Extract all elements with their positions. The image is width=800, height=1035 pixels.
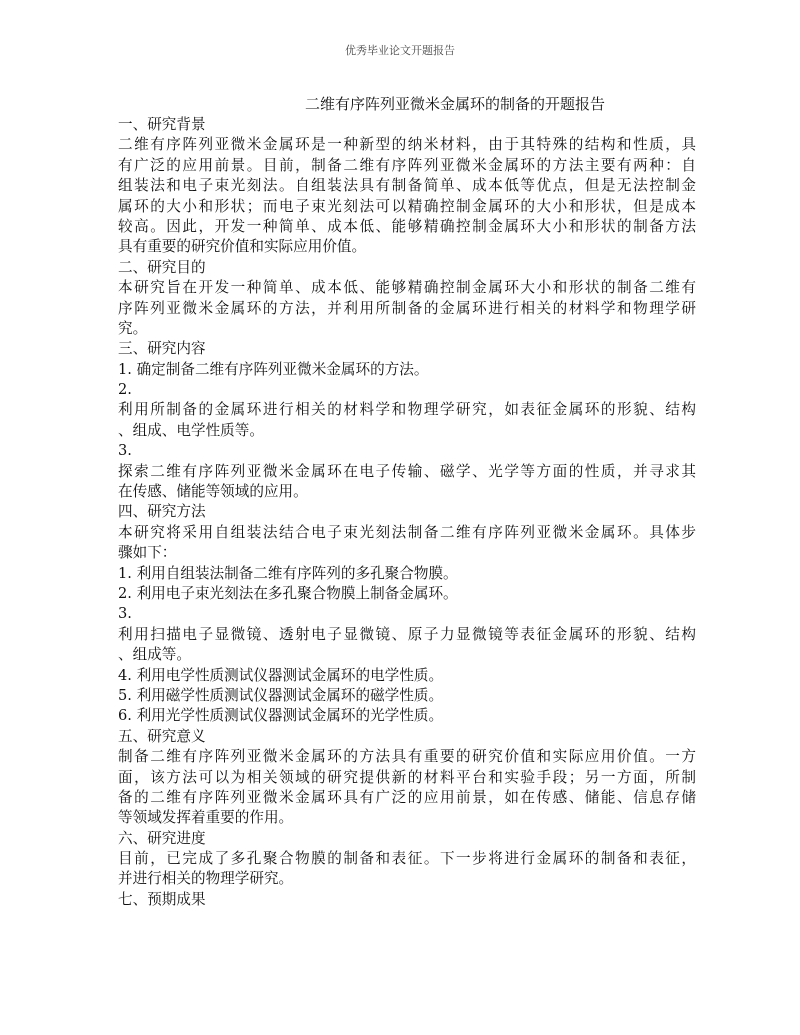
text-line: 本研究将采用自组装法结合电子束光刻法制备二维有序阵列亚微米金属环。具体步 <box>118 523 696 541</box>
text-line: 等领域发挥着重要的作用。 <box>118 809 294 827</box>
text-line: 七、预期成果 <box>118 890 206 908</box>
document-title: 二维有序阵列亚微米金属环的制备的开题报告 <box>305 95 606 113</box>
text-line: 目前，已完成了多孔聚合物膜的制备和表征。下一步将进行金属环的制备和表征， <box>118 850 696 868</box>
text-line: 二维有序阵列亚微米金属环是一种新型的纳米材料，由于其特殊的结构和性质，具 <box>118 136 696 154</box>
text-line: 利用所制备的金属环进行相关的材料学和物理学研究，如表征金属环的形貌、结构 <box>118 401 696 419</box>
text-line: 三、研究内容 <box>118 340 206 358</box>
text-line: 五、研究意义 <box>118 727 206 745</box>
text-line: 六、研究进度 <box>118 829 206 847</box>
text-line: 较高。因此，开发一种简单、成本低、能够精确控制金属环大小和形状的制备方法 <box>118 217 696 235</box>
text-line: 属环的大小和形状；而电子束光刻法可以精确控制金属环的大小和形状，但是成本 <box>118 197 696 215</box>
text-line: 究。 <box>118 319 148 337</box>
text-line: 一、研究背景 <box>118 116 206 133</box>
text-line: 组装法和电子束光刻法。自组装法具有制备简单、成本低等优点，但是无法控制金 <box>118 177 696 195</box>
text-line: 、组成等。 <box>118 646 191 664</box>
text-line: 6. 利用光学性质测试仪器测试金属环的光学性质。 <box>118 707 444 725</box>
text-line: 在传感、储能等领域的应用。 <box>118 483 308 501</box>
text-line: 本研究旨在开发一种简单、成本低、能够精确控制金属环大小和形状的制备二维有 <box>118 279 696 297</box>
text-line: 序阵列亚微米金属环的方法，并利用所制备的金属环进行相关的材料学和物理学研 <box>118 299 696 317</box>
text-line: 3. <box>118 442 132 460</box>
text-line: 2. 利用电子束光刻法在多孔聚合物膜上制备金属环。 <box>118 584 458 602</box>
text-line: 4. 利用电学性质测试仪器测试金属环的电学性质。 <box>118 666 444 684</box>
text-line: 、组成、电学性质等。 <box>118 421 264 439</box>
text-line: 2. <box>118 381 132 399</box>
text-line: 备的二维有序阵列亚微米金属环具有广泛的应用前景，如在传感、储能、信息存储 <box>118 788 696 806</box>
text-line: 1. 利用自组装法制备二维有序阵列的多孔聚合物膜。 <box>118 564 458 582</box>
text-line: 利用扫描电子显微镜、透射电子显微镜、原子力显微镜等表征金属环的形貌、结构 <box>118 625 696 643</box>
text-line: 1. 确定制备二维有序阵列亚微米金属环的方法。 <box>118 360 429 378</box>
text-line: 5. 利用磁学性质测试仪器测试金属环的磁学性质。 <box>118 686 444 704</box>
text-line: 四、研究方法 <box>118 503 206 521</box>
text-line: 有广泛的应用前景。目前，制备二维有序阵列亚微米金属环的方法主要有两种：自 <box>118 156 696 174</box>
running-header: 优秀毕业论文开题报告 <box>345 44 455 57</box>
text-line: 骤如下： <box>118 544 177 562</box>
text-line: 并进行相关的物理学研究。 <box>118 870 294 888</box>
document-body <box>118 115 696 910</box>
text-line: 面，该方法可以为相关领域的研究提供新的材料平台和实验手段；另一方面，所制 <box>118 768 696 786</box>
text-line: 3. <box>118 605 132 623</box>
text-line: 探索二维有序阵列亚微米金属环在电子传输、磁学、光学等方面的性质，并寻求其 <box>118 462 696 480</box>
text-line: 制备二维有序阵列亚微米金属环的方法具有重要的研究价值和实际应用价值。一方 <box>118 748 696 766</box>
text-line: 二、研究目的 <box>118 258 206 276</box>
text-line: 具有重要的研究价值和实际应用价值。 <box>118 238 367 256</box>
